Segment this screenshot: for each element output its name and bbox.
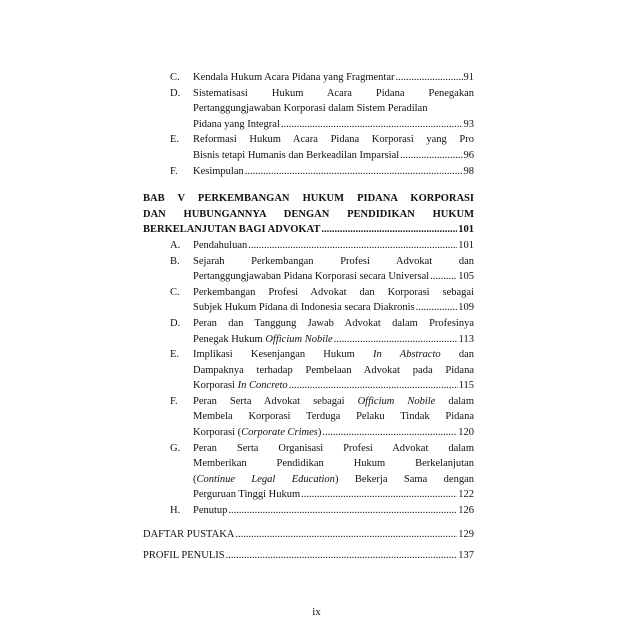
toc-page: 101	[458, 224, 474, 236]
italic-term: Officium Nobile	[357, 395, 436, 407]
toc-entry-g[interactable]	[143, 441, 474, 503]
toc-letter: G.	[170, 442, 181, 454]
toc-entry-e[interactable]	[143, 132, 474, 163]
toc-letter: A.	[170, 239, 181, 251]
toc-title-line: Dampaknya terhadap Pembelaan Advokat pada Pidana	[193, 364, 474, 376]
italic-term: Corporate Crimes	[241, 427, 318, 439]
italic-term: In Concreto	[237, 380, 288, 392]
toc-title-line: Pidana yang Integral	[193, 118, 280, 130]
toc-title-line: Sejarah Perkembangan Profesi Advokat dan	[193, 255, 474, 267]
toc-title-line: Implikasi Kesenjangan Hukum In Abstracto dan	[193, 349, 475, 361]
toc-title-line: Peran Serta Advokat sebagai Officium Nobile dalam	[193, 395, 475, 407]
chapter-title-line: BAB V PERKEMBANGAN HUKUM PIDANA KORPORASI	[143, 193, 474, 205]
page-number: ix	[312, 606, 321, 618]
toc-title: DAFTAR PUSTAKA	[143, 528, 235, 540]
toc-entry-f[interactable]	[143, 164, 474, 180]
toc-page: 115	[458, 380, 474, 392]
toc-page: 98	[463, 165, 474, 177]
chapter-title-line: DAN HUBUNGANNYA DENGAN PENDIDIKAN HUKUM	[143, 208, 474, 220]
toc-entry-e[interactable]	[143, 347, 474, 394]
toc-page: 129	[458, 528, 474, 540]
toc-title: Kendala Hukum Acara Pidana yang Fragmentar	[193, 72, 395, 83]
toc-title: PROFIL PENULIS	[143, 550, 225, 562]
toc-letter: E.	[170, 349, 180, 361]
toc-title: Kesimpulan	[193, 165, 244, 177]
toc-page: 91	[463, 72, 474, 83]
toc-entry-h[interactable]	[143, 503, 474, 519]
toc-chapter-5[interactable]	[143, 191, 474, 238]
toc-title-line: Pertanggungjawaban Korporasi dalam Sistem Peradilan	[193, 103, 428, 115]
toc-entry-c[interactable]	[143, 285, 474, 316]
toc-title-line: Pertanggungjawaban Pidana Korporasi secara Universal	[193, 271, 430, 283]
toc-page: 113	[458, 333, 474, 345]
italic-term: Continue Legal Education	[196, 473, 335, 485]
toc-page: 120	[458, 427, 474, 439]
table-of-contents	[143, 70, 474, 564]
toc-title-line: Reformasi Hukum Acara Pidana Korporasi yang Pro	[193, 134, 474, 146]
toc-entry-bibliography[interactable]	[143, 527, 474, 543]
toc-letter: F.	[170, 395, 178, 407]
toc-title-line: Bisnis tetapi Humanis dan Berkeadilan Imparsial	[193, 149, 400, 161]
toc-page: 126	[458, 505, 474, 517]
toc-title-line: Memberikan Pendidikan Hukum Berkelanjutan	[193, 458, 474, 470]
italic-term: In Abstracto	[373, 349, 441, 361]
toc-letter: C.	[170, 72, 180, 83]
toc-entry-d[interactable]	[143, 86, 474, 133]
toc-title-line: Perkembangan Profesi Advokat dan Korporasi sebagai	[193, 286, 474, 298]
toc-entry-c[interactable]	[143, 70, 474, 86]
toc-title-line: Korporasi (Corporate Crimes)	[193, 427, 322, 439]
toc-title-line: Penegak Hukum Officium Nobile	[193, 333, 333, 345]
toc-title-line: Peran Serta Organisasi Profesi Advokat dalam	[193, 442, 474, 454]
toc-page: 137	[458, 550, 474, 562]
toc-title: Pendahuluan	[193, 239, 248, 251]
toc-title-line: Subjek Hukum Pidana di Indonesia secara Diakronis	[193, 302, 415, 314]
toc-title-line: Perguruan Tinggi Hukum	[193, 489, 301, 501]
toc-letter: F.	[170, 165, 178, 177]
toc-title-line: (Continue Legal Education) Bekerja Sama dengan	[193, 473, 475, 485]
toc-letter: H.	[170, 505, 181, 517]
toc-entry-a[interactable]	[143, 238, 474, 254]
toc-title-line: Peran dan Tanggung Jawab Advokat dalam Profesinya	[193, 317, 474, 329]
toc-title-line: Korporasi In Concreto	[193, 380, 288, 392]
toc-letter: D.	[170, 317, 181, 329]
toc-title: Penutup	[193, 505, 228, 517]
toc-page: 122	[458, 489, 474, 501]
toc-title-line: Membela Korporasi Terduga Pelaku Tindak Pidana	[193, 411, 474, 423]
toc-page: 109	[458, 302, 474, 314]
italic-term: Officium Nobile	[265, 333, 333, 345]
toc-letter: D.	[170, 87, 181, 99]
toc-page: 101	[458, 239, 474, 251]
toc-entry-d[interactable]	[143, 316, 474, 347]
toc-letter: B.	[170, 255, 180, 267]
toc-letter: E.	[170, 134, 180, 146]
toc-page: 96	[463, 149, 474, 161]
chapter-title-line: BERKELANJUTAN BAGI ADVOKAT	[143, 224, 321, 236]
toc-entry-author-profile[interactable]	[143, 548, 474, 564]
toc-page: 105	[458, 271, 474, 283]
toc-entry-f[interactable]	[143, 394, 474, 441]
toc-page: 93	[463, 118, 474, 130]
toc-title-line: Sistematisasi Hukum Acara Pidana Penegakan	[193, 87, 474, 99]
toc-letter: C.	[170, 286, 180, 298]
toc-entry-b[interactable]	[143, 254, 474, 285]
